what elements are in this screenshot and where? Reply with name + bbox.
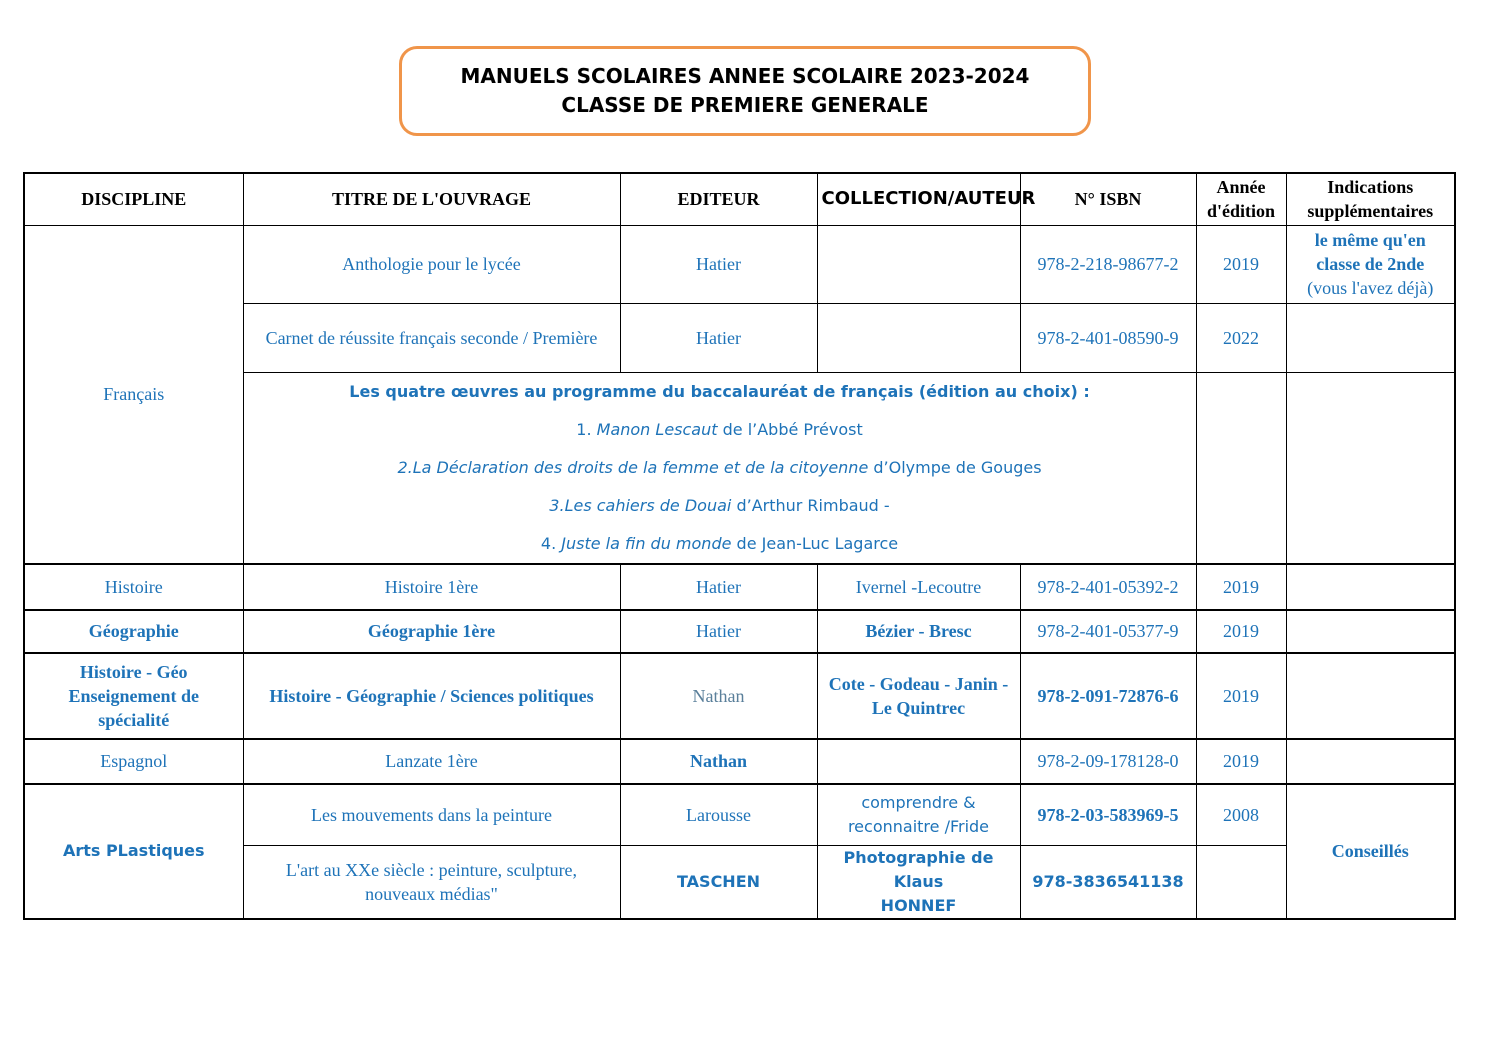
header-collection: COLLECTION/AUTEUR <box>817 173 1020 225</box>
collection-line2: HONNEF <box>880 896 957 915</box>
oeuvre-1-number: 1. <box>576 419 597 439</box>
oeuvre-3-author: d’Arthur Rimbaud - <box>731 495 890 515</box>
titre-cell: Carnet de réussite français seconde / Première <box>243 303 620 372</box>
collection-cell <box>817 739 1020 784</box>
annee-cell: 2022 <box>1196 303 1286 372</box>
editeur-cell: Nathan <box>620 739 817 784</box>
annee-cell: 2008 <box>1196 784 1286 846</box>
oeuvre-1-author: de l’Abbé Prévost <box>717 419 863 439</box>
indications-line3: (vous l'avez déjà) <box>1307 278 1434 298</box>
editeur-cell: Hatier <box>620 303 817 372</box>
header-isbn: N° ISBN <box>1020 173 1196 225</box>
oeuvre-1-title: Manon Lescaut <box>596 419 718 439</box>
oeuvre-3 <box>248 487 1192 525</box>
oeuvre-4-number: 4. <box>540 533 562 553</box>
editeur-cell: Hatier <box>620 225 817 303</box>
discipline-cell-hggsp <box>24 653 243 739</box>
collection-cell <box>817 784 1020 846</box>
indications-cell-arts: Conseillés <box>1286 784 1455 920</box>
collection-cell <box>817 653 1020 739</box>
discipline-cell-geographie: Géographie <box>24 610 243 653</box>
titre-cell: Histoire - Géographie / Sciences politiques <box>243 653 620 739</box>
annee-cell: 2019 <box>1196 564 1286 610</box>
collection-line2: reconnaitre /Fride <box>847 816 990 836</box>
indications-cell <box>1286 225 1455 303</box>
table-row <box>24 784 1455 846</box>
header-row <box>24 173 1455 225</box>
indications-line2: classe de 2nde <box>1316 254 1425 274</box>
table-row <box>24 225 1455 303</box>
isbn-cell: 978-2-401-08590-9 <box>1020 303 1196 372</box>
indications-cell <box>1286 610 1455 653</box>
discipline-cell-francais: Français <box>24 225 243 564</box>
isbn-cell: 978-2-218-98677-2 <box>1020 225 1196 303</box>
titre-line2: nouveaux médias" <box>365 884 498 904</box>
indications-line1: le même qu'en <box>1314 230 1426 250</box>
header-annee <box>1196 173 1286 225</box>
oeuvres-lead: Les quatre œuvres au programme du baccalauréat de français (édition au choix) : <box>349 381 1090 401</box>
textbook-table <box>23 172 1456 920</box>
collection-cell <box>817 303 1020 372</box>
titre-cell: Histoire 1ère <box>243 564 620 610</box>
oeuvre-2-author: d’Olympe de Gouges <box>868 457 1042 477</box>
oeuvre-3-title: 3.Les cahiers de Douai <box>549 495 732 515</box>
header-annee-line2: d'édition <box>1206 201 1276 222</box>
document-title-line2: CLASSE DE PREMIERE GENERALE <box>561 93 929 117</box>
annee-cell: 2019 <box>1196 653 1286 739</box>
oeuvre-4-author: de Jean-Luc Lagarce <box>731 533 899 553</box>
table-row <box>24 739 1455 784</box>
titre-cell: Lanzate 1ère <box>243 739 620 784</box>
oeuvre-1 <box>248 411 1192 449</box>
titre-cell: Les mouvements dans la peinture <box>243 784 620 846</box>
discipline-line1: Histoire - Géo <box>79 661 188 682</box>
isbn-cell: 978-2-091-72876-6 <box>1020 653 1196 739</box>
discipline-line2: Enseignement de <box>68 685 199 706</box>
table-row <box>24 653 1455 739</box>
header-editeur: EDITEUR <box>620 173 817 225</box>
editeur-cell: Larousse <box>620 784 817 846</box>
isbn-cell: 978-3836541138 <box>1020 846 1196 920</box>
titre-cell: Anthologie pour le lycée <box>243 225 620 303</box>
collection-cell <box>817 225 1020 303</box>
isbn-cell: 978-2-09-178128-0 <box>1020 739 1196 784</box>
indications-cell <box>1286 564 1455 610</box>
oeuvre-2 <box>248 449 1192 487</box>
indications-cell <box>1286 739 1455 784</box>
header-titre: TITRE DE L'OUVRAGE <box>243 173 620 225</box>
oeuvre-2-title: 2.La Déclaration des droits de la femme et de la citoyenne <box>397 457 869 477</box>
header-indications <box>1286 173 1455 225</box>
discipline-cell-espagnol: Espagnol <box>24 739 243 784</box>
table-row <box>24 564 1455 610</box>
titre-cell <box>243 846 620 920</box>
collection-cell <box>817 846 1020 920</box>
table-row <box>24 610 1455 653</box>
header-indications-line1: Indications <box>1327 177 1414 198</box>
oeuvre-4 <box>248 525 1192 563</box>
document-title-box <box>399 46 1091 136</box>
annee-cell: 2019 <box>1196 225 1286 303</box>
collection-cell: Ivernel -Lecoutre <box>817 564 1020 610</box>
annee-cell <box>1196 846 1286 920</box>
isbn-cell: 978-2-401-05392-2 <box>1020 564 1196 610</box>
discipline-cell-arts: Arts PLastiques <box>24 784 243 920</box>
editeur-cell: Hatier <box>620 610 817 653</box>
discipline-line3: spécialité <box>98 709 170 730</box>
annee-cell: 2019 <box>1196 610 1286 653</box>
titre-cell: Géographie 1ère <box>243 610 620 653</box>
editeur-cell: TASCHEN <box>620 846 817 920</box>
indications-cell <box>1286 372 1455 564</box>
annee-cell: 2019 <box>1196 739 1286 784</box>
annee-cell <box>1196 372 1286 564</box>
isbn-cell: 978-2-401-05377-9 <box>1020 610 1196 653</box>
indications-cell <box>1286 653 1455 739</box>
oeuvres-cell <box>243 372 1196 564</box>
indications-cell <box>1286 303 1455 372</box>
header-annee-line1: Année <box>1216 177 1266 198</box>
editeur-cell: Nathan <box>620 653 817 739</box>
collection-line1: comprendre & <box>861 792 976 812</box>
oeuvre-4-title: Juste la fin du monde <box>561 533 732 553</box>
header-indications-line2: supplémentaires <box>1307 201 1434 222</box>
collection-line1: Photographie de Klaus <box>843 848 994 891</box>
document-title-line1: MANUELS SCOLAIRES ANNEE SCOLAIRE 2023-2024 <box>460 64 1030 88</box>
header-discipline: DISCIPLINE <box>24 173 243 225</box>
discipline-cell-histoire: Histoire <box>24 564 243 610</box>
collection-line2: Le Quintrec <box>871 697 966 718</box>
collection-line1: Cote - Godeau - Janin - <box>828 673 1009 694</box>
collection-cell: Bézier - Bresc <box>817 610 1020 653</box>
isbn-cell: 978-2-03-583969-5 <box>1020 784 1196 846</box>
titre-line1: L'art au XXe siècle : peinture, sculpture, <box>285 860 578 880</box>
editeur-cell: Hatier <box>620 564 817 610</box>
